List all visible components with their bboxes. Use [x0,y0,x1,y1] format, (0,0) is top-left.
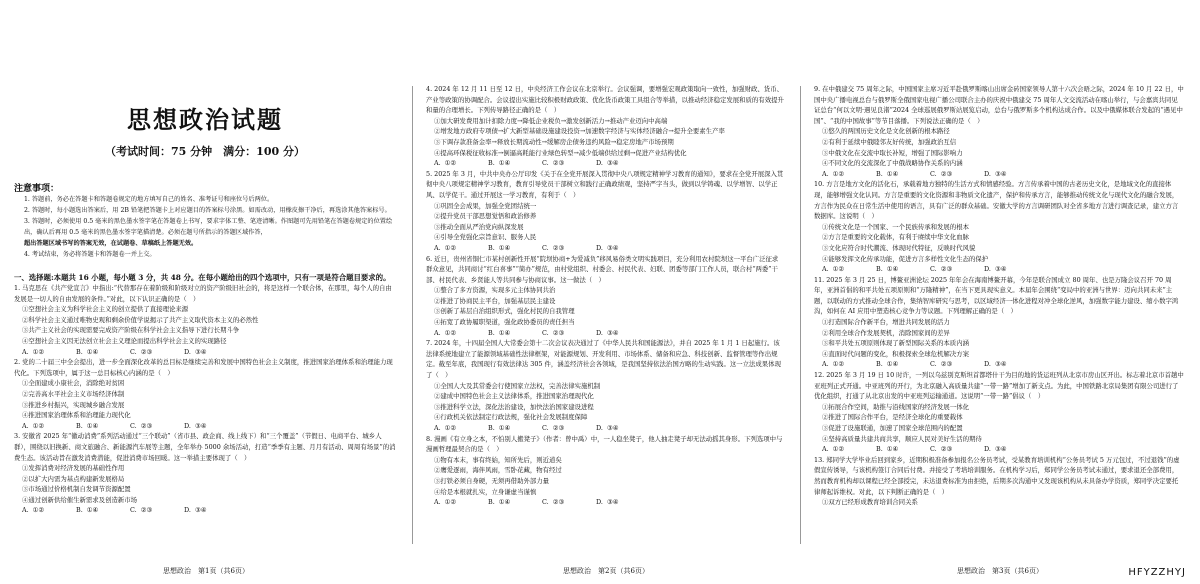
answer-choice: C. ②③ [542,159,565,168]
question-stem: 3. 安徽省 2025 年“徽动消费”系列活动通过“三个联动”（省市县、政企商、线上线下）和“三个覆盖”（节假日、电商平台、城乡人群），围绕以旧换新、商文旅融合、新能源汽车展等主题，全年举办 5000 余场活动，打造“季季有主题、月月有活动、周周有场景”的消费生态。该活动旨在激发消费潜能，促进消费市场回暖。这一举措主要体现了（ ） [14,432,396,462]
answer-choice: A. ①② [822,360,845,369]
question-stem: 9. 在中俄建交 75 周年之际，中国国家主席习近平赴俄罗斯喀山出席金砖国家领导人第十六次会晤之际，2024 年 10 月 22 日，中国中央广播电视总台与俄罗斯全俄国家电视广播公司联合主办的庆祝中俄建交 75 周年人文交流活动在喀山举行，与会嘉宾共同见证总台“何以文明·遇见良渚”2024 全球巡展俄罗斯站展览启动，总台与俄罗斯多个机构达成合作。以及中俄媒体联合发起的“遇见中国”、“我的中国故事”等节目落播。下列说法正确的是（ ） [814,85,1184,125]
answer-choices [814,444,1184,455]
statement-option: ②推进了国际合作平台，是经济全球化的重要载体 [822,413,963,422]
statement-option: ①拓展合作空间，助推与沿线国家的经济发展一体化 [822,402,969,411]
question [814,275,1184,370]
question [814,370,1184,455]
notice-item: 1. 答题前，务必在答题卡和答题卷规定的地方填写自己的姓名、准考证号和座位号后两位。 [24,196,274,203]
notice-item: 3. 答题时，必须使用 0.5 毫米的黑色墨水签字笔在答题卷上书写，要求字体工整、笔迹清晰。作图题可先用铅笔在答题卷规定的位置绘出，确认后再用 0.5 毫米的黑色墨水签字笔描清楚。必须在题号所指示的答题区域作答， [24,218,393,236]
answer-choice: D. ③④ [984,445,1007,454]
question-stem: 1. 马克思在《共产党宣言》中指出:“代替那存在着阶级和阶级对立的资产阶级旧社会的，将是这样一个联合体，在那里，每个人的自由发展是一切人的自由发展的条件。”对此，以下认识正确的是（ ） [14,284,392,303]
notice-item: 4. 考试结束，务必将答题卡和答题卷一并上交。 [24,251,156,258]
statement-option: ③市场通过价格机制自发调节资源配置 [22,485,131,494]
exam-page-1 [0,0,412,584]
answer-choices [426,158,784,169]
question [814,455,1184,508]
statement-option: ④通过创新供给催生新需求及创造新市场 [22,495,138,504]
paper-code: HFYZZHYJ [1128,567,1186,578]
answer-choice: D. ③④ [596,424,619,432]
answer-choice: B. ①④ [876,265,899,274]
question [426,434,784,508]
question-stem: 7. 2024 年，十四届全国人大常委会第十二次会议表决通过了《中华人民共和国能源法》，并自 2025 年 1 月 1 日起施行。该法律系统地建立了能源领域基础性法律框架，对能源规划、开发利用、市场体系、储备和应急、科技创新、监督管理等作出规定。截至年底，我国现行有效法律达 305 件，涵盖经济社会各领域，是我国坚持依法治国方略的生动实践。这一立法成果体现了（ ） [426,339,781,380]
statement-option: ②完善高水平社会主义市场经济体制 [22,389,125,398]
statement-option: ④行政机关依法制定行政法规，强化社会发展制度保障 [434,413,588,422]
answer-choice: C. ②③ [930,360,953,369]
question [14,431,396,516]
answer-choice: B. ①④ [76,347,99,356]
notice-item-bold: 超出答题区域书写的答案无效，在试题卷、草稿纸上答题无效。 [24,240,198,247]
statement-option: ①空想社会主义为科学社会主义的创立提供了直接理论来源 [22,305,189,314]
statement-option: ①悠久的两国历史文化是文化创新的根本路径 [822,127,950,136]
answer-choice: D. ③④ [596,328,619,337]
statement-option: ①双方已经形成教育培训合同关系 [822,498,918,507]
answer-choices [14,505,396,516]
statement-option: ①全国人大及其常委会行使国家立法权，完善法律实施机制 [434,381,601,390]
notice-heading: 注意事项： [14,184,60,194]
answer-choice: B. ①④ [76,506,99,515]
answer-choices [814,359,1184,370]
exam-page-2 [412,0,800,584]
question-stem: 12. 2025 年 3 月 19 日 10 时许，一列以乌兹别克斯坦首都塔什干为目的地的货运班列从北京市房山区开出。标志着北京市首趟中亚班列正式开通。中亚班列的开行，为北京融入高质量共建“一带一路”增加了新支点。为此，中国铁路北京局集团有限公司进行了优化组织，打通了从北京出发的中亚班列运输通道。这说明“一带一路”倡议（ ） [814,371,1184,401]
statement-option: ②有利于延续中俄睦邻友好传统，加强政治互信 [822,137,957,146]
question-stem: 8. 漫画《有立身之本，不怕别人搬凳子》（作者：曾中禹）中，一人稳坐凳子，他人抽走凳子却无法动摇其身形。下列选项中与漫画哲理最契合的是（ ） [426,434,783,454]
statement-option: ④推进国家治理体系和治理能力现代化 [22,411,131,420]
answer-choice: A. ①② [822,445,845,454]
question [426,169,784,254]
answer-choice: B. ①④ [488,498,511,507]
statement-option: ①整合了多方资源，实现多元主体协同共治 [434,286,556,295]
statement-option: ④引导全党强化宗旨意识、服务人民 [434,233,537,242]
answer-choice: D. ③④ [984,265,1007,274]
question-stem: 4. 2024 年 12 月 11 日至 12 日，中央经济工作会议在北京举行。会议强调，要增强宏观政策取向一致性，加强财政、货币、产业等政策的协调配合。会议提出实施比较积极财政政策、优化货币政策工具组合等举措，以推动经济稳定发展和质的有效提升和量的合理增长。下列传导路径正确的是（ ） [426,85,784,115]
exam-time-info: （考试时间：75 分钟 满分：100 分） [105,145,305,158]
answer-choice: D. ③④ [184,347,207,356]
answer-choice: A. ①② [434,328,457,337]
statement-option: ①打造国际合作新平台，增进共同发展的活力 [822,318,950,327]
page-footer: 思想政治 第2页（共6页） [563,567,649,575]
statement-option: ②利用全球合作发展契机，消除国家间的差异 [822,328,950,337]
statement-option: ④空想社会主义因无法创立社会主义理论而提出科学社会主义的实现路径 [22,336,227,345]
question-stem: 11. 2025 年 3 月 25 日，博鳌亚洲论坛 2025 年年会在海南博鳌开幕，今年是联合国成立 80 周年、也是万隆会议召开 70 周年，亚洲首倡的和平共处五项原则和“万隆精神”，在当下更具现实意义。本届年会围绕“变局中的亚洲与世界：迈向共同未来”主题，以联动的方式推动全球合作，集纳智库研究与思考，以区域经济一体化进程对冲全球化逆风，加强数字能力建设、缩小数字鸿沟，如何在 AI 应用中塑造核心竞争力等议题。下列理解正确的是（ ） [814,275,1179,316]
statement-option: ②方言是重要的文化载体，有利于赓续中华文化血脉 [822,233,969,242]
question-list [814,84,1184,508]
statement-option: ①巩固全会成果，加强全党团结统一 [434,201,537,210]
statement-option: ④给是本根就扎实，立身谦虚当谨慎 [434,487,537,496]
answer-choice: A. ①② [22,421,45,430]
answer-choices [426,423,784,434]
question [814,179,1184,274]
answer-choice: B. ①④ [488,159,511,168]
answer-choice: B. ①④ [76,421,99,430]
statement-option: ②科学社会主义通过唯物史观和剩余价值学说揭示了共产主义取代资本主义的必然性 [22,315,259,324]
answer-choice: C. ②③ [930,445,953,454]
statement-option: ④拓宽了政协履职渠道，强化政协委员的责任担当 [434,318,575,327]
answer-choice: A. ①② [22,347,45,356]
answer-choice: B. ①④ [488,328,511,337]
question [814,84,1184,179]
answer-choice: B. ①④ [876,169,899,178]
statement-option: ①传统文化是一个国家、一个民族传承和发展的根本 [822,222,969,231]
answer-choice: D. ③④ [984,360,1007,369]
page-footer: 思想政治 第3页（共6页） [957,567,1043,575]
statement-option: ③推进科学立法，深化法治建设，加快法治国家建设进程 [434,402,594,411]
statement-option: ③打铁必须自身硬，无须再借助外部力量 [434,476,550,485]
question-stem: 10. 方言是地方文化的活化石，承载着地方独特的生活方式和情感经验。方言传承着中国的古老历史文化，是地域文化的直接体现，能够增强文化认同。方言是重要的文化资源和非物质文化遗产，保护和传承方言，能够推动传统文化与现代文化的融合发展，方言作为民众在日常生活中使用的语言，具有广泛的群众基础。安徽大学的方言调研团队对全省多地方言进行调查记录，建立方言数据库。这说明（ ） [814,180,1179,221]
question-list [426,84,784,508]
answer-choice: A. ①② [434,243,457,252]
answer-choice: A. ①② [434,159,457,168]
answer-choice: A. ①② [822,169,845,178]
answer-choice: A. ①② [434,498,457,507]
statement-option: ③创新了基层自治组织形式，强化村民的自我管理 [434,307,575,316]
answer-choice: D. ③④ [984,169,1007,178]
question [14,283,396,357]
answer-choices [14,347,396,358]
answer-choice: D. ③④ [596,498,619,507]
statement-option: ④坚持高质量共建共商共享，顺应人民对美好生活的期待 [822,434,982,443]
answer-choice: B. ①④ [876,445,899,454]
question-stem: 6. 近日，贵州省铜仁市某村创新性开展“院坝协商+为爱减负”移风易俗类文明实践项目，充分利用农村院坝这一平台广泛征求群众意见，共同商讨“红白喜事”“简办”规范，由村党组织、村委会、村民代表、妇联、团委等部门工作人员，联合村“两委”干部、村民代表、乡贤能人等共同参与协商议事。这一做法（ ） [426,254,779,284]
statement-option: ③共产主义社会的实现需要完成资产阶级在科学社会主义指导下进行长期斗争 [22,326,240,335]
answer-choice: A. ①② [22,506,45,515]
exam-page-3 [800,0,1200,584]
notice-list [14,194,396,260]
statement-option: ④提高环保税征收标准→倒逼高耗能行业绿色转型→减少低端供给过剩→促进产业结构优化 [434,148,687,157]
statement-option: ③中俄文化在交流中取长补短，增强了国际影响力 [822,148,963,157]
statement-option: ②鹰爱逐雨，海伴风雨，雪卧花藏，物有经过 [434,466,562,475]
answer-choice: D. ③④ [184,421,207,430]
statement-option: ②建成中国特色社会主义法律体系，推进国家治理现代化 [434,392,594,401]
answer-choice: C. ②③ [542,328,565,337]
answer-choice: C. ②③ [130,506,153,515]
statement-option: ③和平共处五项原则体现了新型国际关系的本质内涵 [822,339,969,348]
statement-option: ③促进了设施联通，加速了国家全球范围内的配置 [822,424,963,432]
statement-option: ③下调存款准备金率→释放长期流动性→缓解房企债务违约风险→稳定房地产市场预期 [434,137,674,146]
statement-option: ②增发地方政府专项债→扩大新型基础设施建设投资→加速数字经济与实体经济融合→提升全要素生产率 [434,127,725,136]
statement-option: ②以扩大内需为基点构建新发展格局 [22,474,125,483]
answer-choices [426,497,784,508]
notice-item: 2. 答题时，每小题选出答案后，用 2B 铅笔把答题卡上对应题目的答案标号涂黑。如需改动，用橡皮擦干净后，再选涂其他答案标号。 [24,207,391,214]
answer-choice: C. ②③ [930,265,953,274]
statement-option: ①发挥消费对经济发展的基础性作用 [22,464,125,473]
statement-option: ④不同文化的交流深化了中俄战略协作关系的内涵 [822,159,963,168]
answer-choice: C. ②③ [542,424,565,432]
answer-choice: B. ①④ [876,360,899,369]
answer-choice: B. ①④ [488,243,511,252]
statement-option: ①加大研发费用加计扣除力度→降低企业税负→激发创新活力→推动产业迈向中高端 [434,116,668,125]
answer-choice: C. ②③ [542,243,565,252]
statement-option: ②推进了协商民主平台，加强基层民主建设 [434,296,556,305]
statement-option: ④能够发挥文化传承功能，促进方言多样性文化生态的保护 [822,254,989,263]
answer-choice: C. ②③ [130,347,153,356]
question [426,84,784,169]
answer-choice: C. ②③ [930,169,953,178]
statement-option: ①物有本末，事有终始，知所先后，则近道矣 [434,455,562,464]
statement-option: ②提升党员干部思想觉悟和政治修养 [434,212,537,221]
answer-choices [814,264,1184,275]
question-stem: 2. 党的二十届三中全会提出，进一步全面深化改革的总目标是继续完善和发展中国特色社会主义制度，推进国家治理体系和治理能力现代化。下列选项中，属于这一总目标核心内涵的是（ ） [14,358,393,377]
answer-choices [426,243,784,254]
answer-choice: D. ③④ [596,159,619,168]
question [14,357,396,431]
section-heading: 一、选择题:本题共 16 小题，每小题 3 分，共 48 分。在每小题给出的四个选项中，只有一项是符合题目要求的。 [14,273,391,282]
answer-choice: D. ③④ [184,506,207,515]
question-stem: 13. 郑同学大学毕业后回到家乡，近期积极准备参加报名公务员考试，受某教育培训机构“公务员考试 5 万元包过，不过退钱”的虚假宣传诱导，与该机构签订合同后付费。并接受了考培培训服务。在机构学习后，郑同学公务员考试未通过，要求退还全部费用，然而教育机构却以课程已经全部授完，未达退费标准为由拒绝，后期多次沟通中又发现该机构从未具备办学资质，郑同学决定要托律师起诉维权。对此，以下判断正确的是（ ） [814,455,1180,496]
answer-choice: B. ①④ [488,424,511,432]
statement-option: ④直面时代问题的变化，积极探索全球危机解决方案 [822,349,969,358]
answer-choice: C. ②③ [542,498,565,507]
page-footer: 思想政治 第1页（共6页） [163,567,249,575]
page-title: 思想政治试题 [127,105,283,134]
answer-choice: C. ②③ [130,421,153,430]
answer-choices [814,169,1184,180]
question [426,254,784,339]
statement-option: ①全面建成小康社会，消除绝对贫困 [22,379,125,388]
question-list [14,283,396,516]
answer-choice: D. ③④ [596,243,619,252]
answer-choice: A. ①② [434,424,457,432]
statement-option: ③推动全面从严治党向纵深发展 [434,222,524,231]
answer-choice: A. ①② [822,265,845,274]
statement-option: ③文化应符合时代潮流、体现时代特征，反映时代风貌 [822,243,976,252]
answer-choices [426,328,784,339]
statement-option: ③推进乡村振兴，实现城乡融合发展 [22,400,125,409]
question [426,338,784,433]
answer-choices [14,421,396,432]
question-stem: 5. 2025 年 3 月，中共中央办公厅印发《关于在全党开展深入贯彻中央八项规定精神学习教育的通知》，要求在全党开展深入贯彻中央八项规定精神学习教育，教育引导党员干部树立和践行正确政绩观，坚持严字当头，做到以学铸魂、以学增智、以学正风、以学促干。通过开展这一学习教育，有利于（ ） [426,169,784,199]
